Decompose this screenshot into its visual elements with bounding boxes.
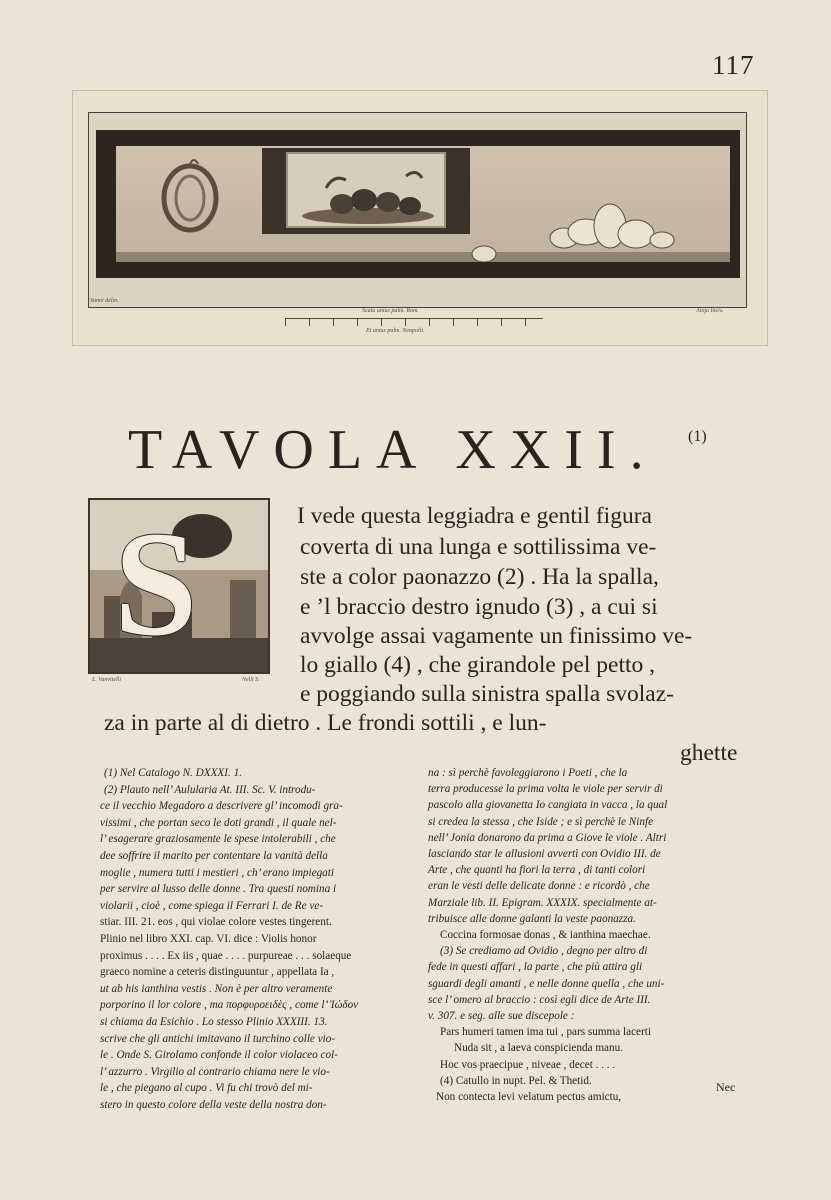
plate-scale-bar <box>285 318 543 326</box>
plate-caption-right: Aloja Incis. <box>696 308 724 314</box>
body-line: za in parte al di dietro . Le frondi sottili , e lun- <box>104 710 547 736</box>
footnote-line: proximus . . . . Ex iis , quae . . . . purpureae . . . solaeque <box>100 949 352 962</box>
body-line: coverta di una lunga e sottilissima ve- <box>300 534 657 560</box>
footnote-line: (3) Se crediamo ad Ovidio , degno per altro di <box>440 945 648 958</box>
footnote-line: Plinio nel libro XXI. cap. VI. dice : Violis honor <box>100 933 317 945</box>
initial-caption-right: Nelli S. <box>242 677 260 683</box>
fruit-bowl-image <box>302 172 434 224</box>
page-number: 117 <box>712 50 755 80</box>
footnote-line: sce l’ omero al braccio : così egli dice de Arte III. <box>428 993 651 1006</box>
decorated-initial <box>88 498 270 674</box>
footnote-line: stero in questo colore della veste della nostra don- <box>100 1099 327 1111</box>
footnote-line: Hoc vos praecipue , niveae , decet . . . . <box>440 1058 616 1071</box>
footnote-line: scrive che gli antichi imitavano il turchino colle vio- <box>100 1032 336 1045</box>
footnote-line: Nuda sit , a laeva conspicienda manu. <box>454 1042 623 1055</box>
footnote-line: Marziale lib. II. Epigram. XXXIX. specialmente at- <box>428 896 657 909</box>
footnote-line: porporino il lor colore , ma πορφυροειδὲς , come l’ Ἰώδον <box>100 999 359 1012</box>
plate-engraving <box>116 146 730 262</box>
initial-letter: S <box>114 501 198 667</box>
plate-caption-left: Vanni delin. <box>90 298 119 304</box>
footnote-line: (2) Plauto nell’ Aulularia At. III. Sc. V. introdu- <box>104 783 316 796</box>
footnote-line: terra producesse la prima volta le viole per servir di <box>428 783 663 796</box>
shells-image <box>472 204 674 262</box>
footnote-line: eran le vesti delle delicate donne : e ricordò , che <box>428 880 650 893</box>
footnote-line: (4) Catullo in nupt. Pel. & Thetid. <box>440 1074 592 1087</box>
footnote-line: ut ab his ianthina vestis . Non è per altro veramente <box>100 982 333 995</box>
body-line: ghette <box>680 740 738 766</box>
body-line: ste a color paonazzo (2) . Ha la spalla, <box>300 564 659 590</box>
footnote-line: nell’ Jonia donarono da prima a Giove le viole . Altri <box>428 831 667 844</box>
footnote-line: graeco nomine a ceteris distinguuntur , appellata Ia , <box>100 966 335 979</box>
footnote-line: Coccina formosae donas , & ianthina maechae. <box>440 929 651 941</box>
footnote-line: vissimi , che portan seco le doti grandi , il quale nel- <box>100 816 337 829</box>
footnote-line: sguardi degli amanti , e nelle donne quella , che uni- <box>428 977 665 990</box>
body-line: e poggiando sulla sinistra spalla svolaz- <box>300 681 674 707</box>
footnote-line: si chiama da Esichio . Lo stesso Plinio XXXIII. 13. <box>100 1016 328 1028</box>
footnote-line: l’ azzurro . Virgilio al contrario chiama nere le vio- <box>100 1065 330 1078</box>
footnote-line: le . Onde S. Girolamo confonde il color violaceo col- <box>100 1049 338 1062</box>
footnote-line: le , che piegano al cupo . Vi fu chi trovò del mi- <box>100 1082 313 1095</box>
plate-scale-caption-top: Scala unius palm. Rom. <box>362 308 419 314</box>
footnote-line: Arte , che quanti ha fiori la terra , di tanti colori <box>428 864 646 877</box>
footnote-line: stiar. III. 21. eos , qui violae colore vestes tingerent. <box>100 916 332 929</box>
footnote-line: (1) Nel Catalogo N. DXXXI. 1. <box>104 767 242 779</box>
title-footnote-marker: (1) <box>688 428 707 445</box>
plate-title: TAVOLA XXII. <box>128 419 658 481</box>
body-line: avvolge assai vagamente un finissimo ve- <box>300 623 693 649</box>
footnote-line: ce il vecchio Megadoro a descrivere gl’ incomodi gra- <box>100 800 343 813</box>
footnote-line: si credea la stessa , che Iside ; e sì perchè le Ninfe <box>428 815 654 828</box>
footnote-line: violarii , cioè , come spiega il Ferrari I. de Re ve- <box>100 899 324 912</box>
body-line: e ’l braccio destro ignudo (3) , a cui si <box>300 594 658 620</box>
footnote-line: pascolo alla giovanetta Io cangiata in vacca , la qual <box>428 799 668 812</box>
footnote-line: Pars humeri tamen ima tui , pars summa lacerti <box>440 1026 651 1039</box>
body-line: I vede questa leggiadra e gentil figura <box>297 503 652 529</box>
initial-caption-left: L. Vanvitelli <box>92 677 121 683</box>
footnote-line: per servire al lusso delle donne . Tra questi nomina i <box>100 883 337 896</box>
plate-scale-caption-bottom: Et unius palm. Neapolit. <box>366 328 425 334</box>
body-line: lo giallo (4) , che girandole pel petto , <box>300 652 656 678</box>
garland-image <box>164 160 216 230</box>
footnote-line: moglie , numera tutti i mestieri , ch’ erano impiegati <box>100 866 334 879</box>
footnote-line: fede in questi affari , la parte , che più attira gli <box>428 961 643 974</box>
footnote-line: l’ esagerare graziosamente le spese intolerabili , che <box>100 833 336 846</box>
footnote-line: Non contecta levi velatum pectus amictu, <box>436 1091 622 1103</box>
footnote-line: dee soffrire il marito per contentare la vanità della <box>100 850 328 862</box>
footnote-line: tribuisce alle donne galanti la veste paonazza. <box>428 912 636 925</box>
footnote-line: na : sì perchè favoleggiarono i Poeti , che la <box>428 767 628 779</box>
footnote-line: v. 307. e seg. alle sue discepole : <box>428 1010 575 1022</box>
catchword: Nec <box>716 1080 736 1094</box>
footnote-line: lasciando star le allusioni avvertì con Ovidio III. de <box>428 848 661 860</box>
